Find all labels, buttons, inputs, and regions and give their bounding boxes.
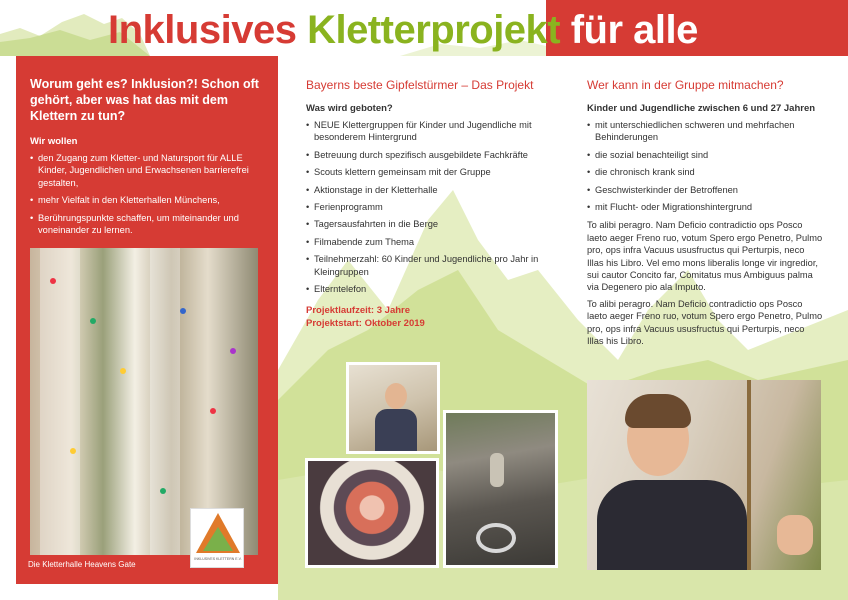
wheelchair-wheel — [476, 523, 516, 553]
gym-wall-panel — [150, 248, 180, 555]
title-part-inklusives: Inklusives — [108, 8, 308, 52]
project-start: Projektstart: Oktober 2019 — [306, 317, 425, 329]
left-subheading: Wir wollen — [30, 136, 78, 147]
title-part-fuer-alle: für alle — [560, 8, 698, 52]
climbing-rope — [747, 380, 751, 570]
climbing-hold — [90, 318, 96, 324]
rock-climbing-photo — [443, 410, 558, 568]
middle-subheading: Was wird geboten? — [306, 103, 393, 114]
list-item: • Geschwisterkinder der Betroffenen — [587, 184, 823, 196]
group-circle-photo — [305, 458, 439, 568]
list-item: • den Zugang zum Kletter- und Natursport für ALLE Kinder, Jugendlichen und Erwachsenen barrierefrei gestalten, — [30, 152, 270, 189]
list-item: • die sozial benachteiligt sind — [587, 149, 823, 161]
list-item: • mit unterschiedlichen schweren und mehrfachen Behinderungen — [587, 119, 823, 144]
boy-hair — [625, 394, 691, 428]
list-item: • Berührungspunkte schaffen, um miteinander und voneinander zu lernen. — [30, 212, 270, 237]
climbing-hold — [70, 448, 76, 454]
right-subheading: Kinder und Jugendliche zwischen 6 und 27 Jahren — [587, 103, 816, 114]
right-paragraph-2: To alibi peragro. Nam Deficio contradictio ops Posco laeto aeger Freno ruo, votum Spero ergo Penetro, Pulmo pro, ops infra Vacuus ususfructus qui Perturpis, neco Illas his Libro. — [587, 298, 823, 347]
right-paragraph-1: To alibi peragro. Nam Deficio contradictio ops Posco laeto aeger Freno ruo, votum Spero ergo Penetro, Pulmo pro, ops infra Vacuus ususfructus qui Perturpis, neco Illas his Libro. Vel emo mons liberalis longe vir ingredior, sui cautor Concito far, Comitatus mus Ambiguus palma via Degenero pio ala Imputo. — [587, 220, 823, 293]
club-logo — [190, 508, 244, 568]
list-item: • NEUE Klettergruppen für Kinder und Jugendliche mit besonderem Hintergrund — [306, 119, 556, 144]
kid-head — [385, 383, 407, 409]
climbing-hold — [50, 278, 56, 284]
climbing-hold — [230, 348, 236, 354]
list-item: • Elterntelefon — [306, 283, 556, 295]
boy-hand — [777, 515, 813, 555]
list-item: • Tagersausfahrten in die Berge — [306, 218, 556, 230]
right-heading: Wer kann in der Gruppe mitmachen? — [587, 78, 784, 92]
right-bullet-list — [587, 119, 823, 213]
list-item: • Filmabende zum Thema — [306, 236, 556, 248]
middle-column — [306, 78, 556, 330]
boy-body — [597, 480, 747, 570]
climbing-hold — [180, 308, 186, 314]
list-item: • Betreuung durch spezifisch ausgebildete Fachkräfte — [306, 149, 556, 161]
left-bullet-list — [30, 152, 270, 236]
list-item: • Ferienprogramm — [306, 201, 556, 213]
photo-caption: Die Kletterhalle Heavens Gate — [28, 560, 136, 569]
kid-body — [375, 409, 417, 453]
middle-bullet-list — [306, 119, 556, 295]
list-item: • Teilnehmerzahl: 60 Kinder und Jugendliche pro Jahr in Kleingruppen — [306, 253, 556, 278]
list-item: • Aktionstage in der Kletterhalle — [306, 184, 556, 196]
middle-heading: Bayerns beste Gipfelstürmer – Das Projekt — [306, 78, 534, 92]
climbing-hold — [160, 488, 166, 494]
list-item: • die chronisch krank sind — [587, 166, 823, 178]
list-item: • mehr Vielfalt in den Kletterhallen Münchens, — [30, 194, 270, 206]
title-part-kletterprojekt: Kletterprojekt — [307, 8, 561, 52]
logo-inner-triangle-icon — [203, 527, 233, 551]
gym-wall-panel — [40, 248, 80, 555]
right-column — [587, 78, 823, 348]
logo-text: INKLUSIVES KLETTERN E.V. — [194, 557, 242, 561]
left-heading: Worum geht es? Inklusion?! Schon oft gehört, aber was hat das mit dem Klettern zu tun? — [30, 77, 259, 123]
kid-climbing-photo — [346, 362, 440, 454]
climber-figure — [490, 453, 504, 487]
list-item: • mit Flucht- oder Migrationshintergrund — [587, 201, 823, 213]
page-title — [108, 6, 698, 54]
project-duration: Projektlaufzeit: 3 Jahre — [306, 305, 411, 317]
climbing-hold — [120, 368, 126, 374]
smiling-boy-photo — [587, 380, 821, 570]
climbing-hold — [210, 408, 216, 414]
list-item: • Scouts klettern gemeinsam mit der Gruppe — [306, 166, 556, 178]
